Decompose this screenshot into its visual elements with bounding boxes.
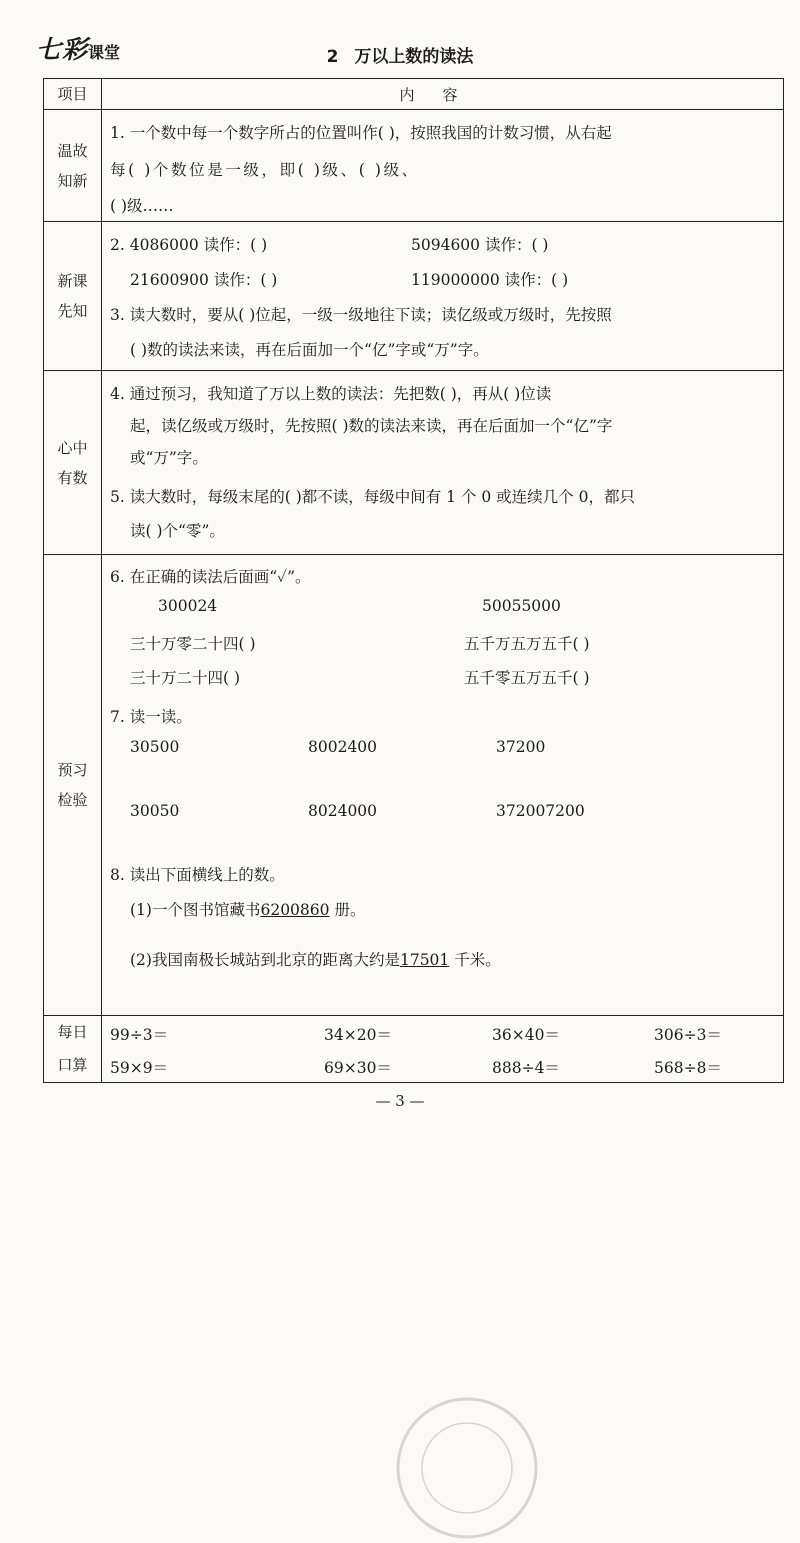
header-item: 项目 <box>44 79 102 110</box>
section-label-line1: 温故 <box>57 141 88 160</box>
section-label-line2: 口算 <box>57 1056 88 1074</box>
question-7-number: 37200 <box>496 738 546 756</box>
question-1-line2: 每( )个数位是一级，即( )级、( )级、 <box>110 161 420 179</box>
question-6-option-4: 五千零五万五千( ) <box>464 669 590 687</box>
question-8-part-2-number: 17501 <box>399 951 450 969</box>
question-2a: 2. 4086000 读作：( ) <box>110 236 268 254</box>
question-7-number: 30050 <box>130 802 180 820</box>
section-mental <box>44 1016 784 1083</box>
header-content: 内容 <box>102 79 784 110</box>
section-check-content <box>102 555 784 1016</box>
lesson-number: 2 <box>326 47 339 67</box>
question-6-option-2: 五千万五万五千( ) <box>464 635 590 653</box>
brand-name: 七彩 <box>36 35 89 64</box>
question-8-part-1-number: 6200860 <box>260 901 330 919</box>
mental-problem: 306÷3＝ <box>654 1026 722 1044</box>
section-preview <box>44 222 784 371</box>
question-8-part-2-suffix: 千米。 <box>454 951 501 969</box>
question-6: 6. 在正确的读法后面画“✓”。 <box>110 568 311 586</box>
question-8: 8. 读出下面横线上的数。 <box>110 866 285 884</box>
section-preview-content <box>102 222 784 371</box>
library-stamp-watermark <box>392 1393 542 1543</box>
table-header-row <box>44 79 784 110</box>
section-label-line1: 预习 <box>57 761 88 779</box>
lesson-title-text: 万以上数的读法 <box>354 47 474 67</box>
section-label <box>44 555 102 1016</box>
question-8-part-1 <box>130 898 365 920</box>
mental-problem: 888÷4＝ <box>492 1059 560 1077</box>
mental-problem: 59×9＝ <box>110 1059 169 1077</box>
question-7-number: 8002400 <box>308 738 378 756</box>
section-check <box>44 555 784 1016</box>
question-6-number-b: 50055000 <box>482 597 561 615</box>
question-7-number: 372007200 <box>496 802 585 820</box>
question-7-number: 30500 <box>130 738 180 756</box>
question-6-number-a: 300024 <box>158 597 218 615</box>
section-label <box>44 371 102 555</box>
question-1-line1: 1. 一个数中每一个数字所占的位置叫作( )，按照我国的计数习惯，从右起 <box>110 124 612 142</box>
question-3-line1: 3. 读大数时，要从( )位起，一级一级地往下读；读亿级或万级时，先按照 <box>110 306 612 324</box>
section-review <box>44 110 784 222</box>
question-1-line3: ( )级…… <box>110 197 174 215</box>
question-8-part-2 <box>130 948 501 970</box>
question-3-line2: ( )数的读法来读，再在后面加一个“亿”字或“万”字。 <box>130 341 489 359</box>
worksheet-table <box>43 78 784 1083</box>
mental-problem: 568÷8＝ <box>654 1059 722 1077</box>
section-review-content <box>102 110 784 222</box>
section-label-line1: 每日 <box>57 1023 88 1041</box>
question-4-line3: 或“万”字。 <box>130 449 208 467</box>
question-2b: 5094600 读作：( ) <box>411 236 549 254</box>
section-label-line2: 有数 <box>57 468 88 487</box>
section-mental-content <box>102 1016 784 1083</box>
section-label-line2: 知新 <box>57 171 88 190</box>
mental-problem: 69×30＝ <box>324 1059 392 1077</box>
section-label <box>44 222 102 371</box>
page-number: — 3 — <box>375 1092 425 1110</box>
mental-problem: 36×40＝ <box>492 1026 560 1044</box>
question-2d: 119000000 读作：( ) <box>411 271 569 289</box>
mental-problem: 99÷3＝ <box>110 1026 169 1044</box>
question-5-line1: 5. 读大数时，每级末尾的( )都不读，每级中间有 1 个 0 或连续几个 0，都只 <box>110 488 635 506</box>
question-8-part-1-prefix: (1)一个图书馆藏书 <box>130 901 261 919</box>
brand-suffix: 课堂 <box>88 43 121 62</box>
section-label-line2: 先知 <box>57 302 88 320</box>
section-label <box>44 1016 102 1083</box>
lesson-title <box>0 42 800 67</box>
question-2c: 21600900 读作：( ) <box>130 271 278 289</box>
section-label-line1: 新课 <box>57 272 88 290</box>
question-7: 7. 读一读。 <box>110 708 192 726</box>
section-mind-content <box>102 371 784 555</box>
section-label-line2: 检验 <box>57 791 88 809</box>
question-4-line1: 4. 通过预习，我知道了万以上数的读法：先把数( )，再从( )位读 <box>110 385 552 403</box>
question-6-option-1: 三十万零二十四( ) <box>130 635 256 653</box>
question-8-part-1-suffix: 册。 <box>334 901 366 919</box>
question-5-line2: 读( )个“零”。 <box>130 522 225 540</box>
mental-problem: 34×20＝ <box>324 1026 392 1044</box>
section-label <box>44 110 102 222</box>
section-label-line1: 心中 <box>57 438 88 457</box>
section-mind <box>44 371 784 555</box>
question-7-number: 8024000 <box>308 802 378 820</box>
question-4-line2: 起，读亿级或万级时，先按照( )数的读法来读，再在后面加一个“亿”字 <box>130 417 613 435</box>
question-8-part-2-prefix: (2)我国南极长城站到北京的距离大约是 <box>130 951 400 969</box>
question-6-option-3: 三十万二十四( ) <box>130 669 241 687</box>
